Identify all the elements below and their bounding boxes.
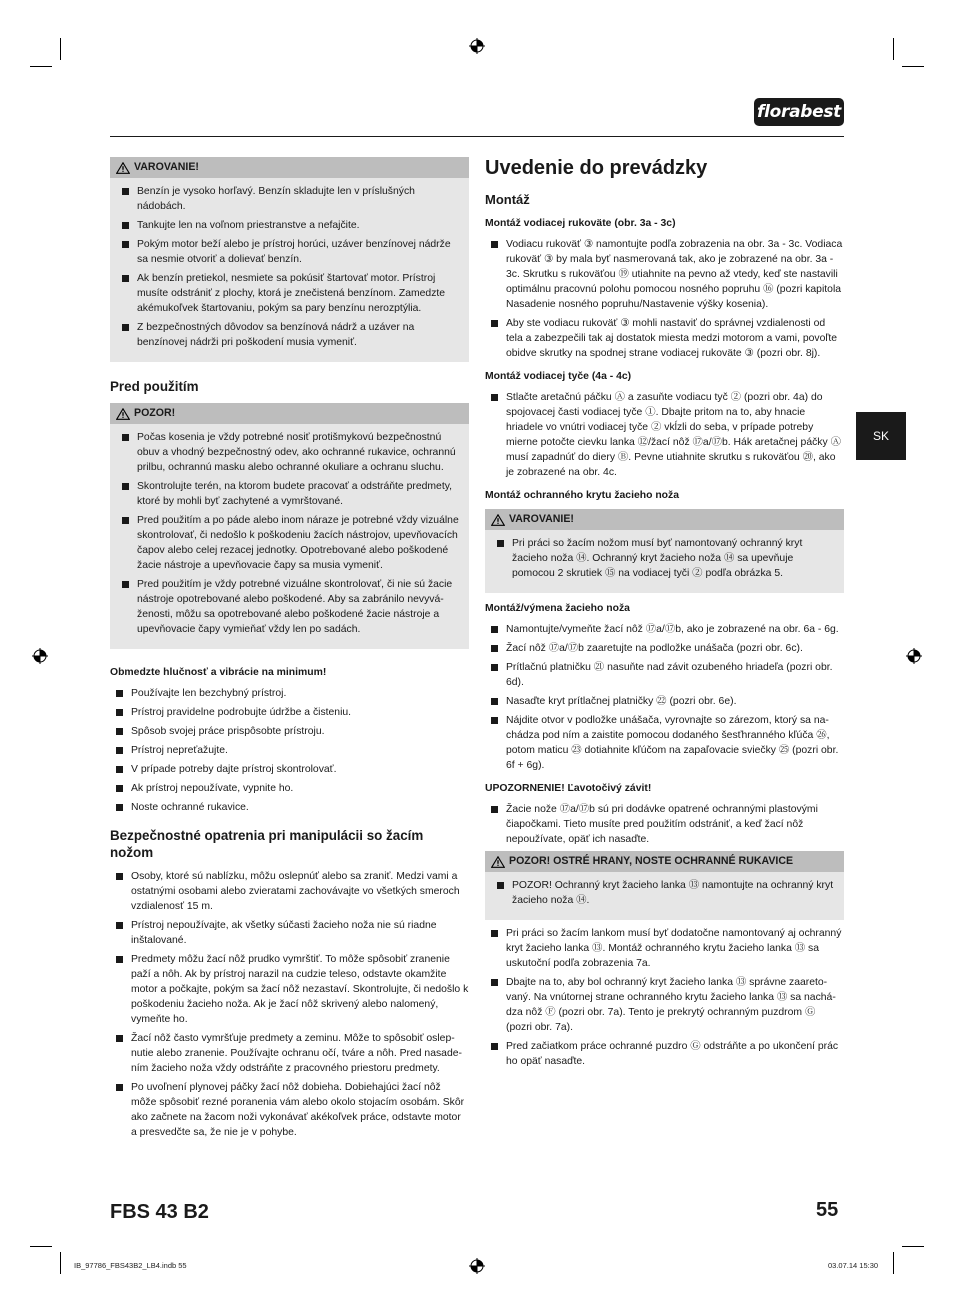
warning-triangle-icon: [116, 162, 130, 174]
registration-mark-icon: [32, 648, 48, 664]
list-item: V prípade potreby dajte prístroj skontrolovať.: [110, 762, 469, 777]
list-item: Ak benzín pretiekol, nesmiete sa pokúsiť štartovať motor. Prístroj musíte odstrániť z plochy, ktorá je znečistená benzínom. Zamedzte akémukoľvek štartovaniu, pokým sa pary benzínu nerozptýlia.: [116, 271, 461, 316]
shaft-assembly-list: [485, 390, 844, 480]
page-number: 55: [816, 1199, 839, 1221]
list-item: Pred použitím a po páde alebo inom náraze je potrebné vždy vizuálne skontrolovať, či nedošlo k poškodeniu žacích nástrojov, upevňovacích čapov alebo celej rezacej jednotky. Opotrebované alebo poškodené žacie nástroje a upevňovacie čapy sa musia vymeniť.: [116, 513, 461, 573]
list-item: Dbajte na to, aby bol ochranný kryt žacieho lanka ⑬ správne zaareto-vaný. Na vnútornej strane ochranného krytu žacieho lanka ⑬ sa nachá-dza nôž Ⓕ (pozri obr. 7a). Tento je prekrytý ochranným puzdrom Ⓖ (pozri obr. 7a).: [485, 975, 844, 1035]
list-item: Žací nôž ⑰a/⑰b zaaretujte na podložke unášača (pozri obr. 6c).: [485, 641, 844, 656]
list-item: Stlačte aretačnú páčku Ⓐ a zasuňte vodiacu tyč ② (pozri obr. 4a) do spojovacej časti vodiacej tyče ①. Dbajte pritom na to, aby hnacie hriadele vo vnútri vodiacej tyče ② vkĺzli do seba, v prípade potreby mierne potočte cievku lanka ⑫/žací nôž ⑰a/⑰b. Hák aretačnej páčky Ⓐ musí zapadnúť do diery Ⓑ. Pevne utiahnite skrutku s rukoväťou ⑳, ako je zobrazené na obr. 4c.: [485, 390, 844, 480]
list-item: Prístroj nepreťažujte.: [110, 743, 469, 758]
caution-title: POZOR! OSTRÉ HRANY, NOSTE OCHRANNÉ RUKAVICE: [509, 855, 794, 867]
warning-list: [116, 184, 461, 350]
warning-triangle-icon: [491, 856, 505, 868]
crop-mark: [902, 66, 924, 67]
caution-list: [491, 878, 836, 908]
list-item: Predmety môžu žací nôž prudko vymrštiť. To môže spôsobiť zranenie paží a nôh. Ak by prístroj narazil na cudzie teleso, odstavte okamžite motor a počkajte, pokým sa žací nôž nezastaví. Skontrolujte, či nedošlo k poškodeniu žacieho noža. Ak je žací nôž skrivený alebo nalomený, vymeňte ho.: [110, 952, 469, 1027]
page-title: Uvedenie do prevádzky: [485, 157, 708, 179]
caution-box: [485, 851, 844, 920]
line-guard-list: [485, 926, 844, 1069]
section-heading: Bezpečnostné opatrenia pri manipulácii so žacím nožom: [110, 828, 424, 860]
list-item: Po uvoľnení plynovej páčky žací nôž dobieha. Dobiehajúci žací nôž môže spôsobiť rezné poranenia vám alebo okolo stojacím osobám. Skôr ako začnete na žacom noži vykonávať akékoľvek práce, odstavte motor a presvedčte sa, že nie je v pohybe.: [110, 1080, 469, 1140]
crop-mark: [30, 66, 52, 67]
subheading: Montáž vodiacej rukoväte (obr. 3a - 3c): [485, 218, 676, 229]
list-item: Prítlačnú platničku ㉑ nasuňte nad závit ozubeného hriadeľa (pozri obr. 6d).: [485, 660, 844, 690]
registration-mark-icon: [469, 38, 485, 54]
list-item: Z bezpečnostných dôvodov sa benzínová nádrž a uzáver na benzínovej nádrži pri poškodení musia vymeniť.: [116, 320, 461, 350]
warning-box: [485, 509, 844, 593]
list-item: Pred začiatkom práce ochranné puzdro Ⓖ odstráňte a po ukončení prác ho opäť nasaďte.: [485, 1039, 844, 1069]
list-item: Pri práci so žacím nožom musí byť namontovaný ochranný kryt žacieho noža ⑭. Ochranný kryt žacieho noža ⑭ sa upevňuje pomocou 2 skrutiek ⑮ na vodiacej tyči ② podľa obrázka 5.: [491, 536, 836, 581]
brand-logo: florabest: [754, 98, 844, 126]
list-item: Pri práci so žacím lankom musí byť dodatočne namontovaný aj ochranný kryt žacieho lanka ⑬. Montáž ochranného krytu žacieho lanka ⑬ sa uskutoční podľa zobrazenia 7a.: [485, 926, 844, 971]
list-item: Aby ste vodiacu rukoväť ③ mohli nastaviť do správnej vzdialenosti od tela a zabezpečili tak aj dostatok miesta medzi motorom a vami, povoľte obidve skrutky na spodnej strane vodiacej rukoväte ③ (pozri obr. 8j).: [485, 316, 844, 361]
model-name: FBS 43 B2: [110, 1201, 209, 1223]
subheading: Montáž ochranného krytu žacieho noža: [485, 490, 679, 501]
list-item: Prístroj nepoužívajte, ak všetky súčasti žacieho noža nie sú riadne inštalované.: [110, 918, 469, 948]
list-item: Nasaďte kryt prítlačnej platničky ㉒ (pozri obr. 6e).: [485, 694, 844, 709]
blade-safety-list: [110, 869, 469, 1140]
list-item: Tankujte len na voľnom priestranstve a nefajčite.: [116, 218, 461, 233]
left-column: [110, 157, 469, 1144]
blade-replacement-list: [485, 622, 844, 773]
registration-mark-icon: [469, 1258, 485, 1274]
list-item: Žacie nože ⑰a/⑰b sú pri dodávke opatrené ochrannými plastovými čiapočkami. Tieto musíte pred použitím odstrániť, a keď žací nôž nepoužívate, opäť ich nasaďte.: [485, 802, 844, 847]
crop-mark: [60, 38, 61, 60]
left-thread-list: [485, 802, 844, 847]
language-tab: SK: [856, 412, 906, 460]
list-item: Používajte len bezchybný prístroj.: [110, 686, 469, 701]
list-item: Spôsob svojej práce prispôsobte prístroju.: [110, 724, 469, 739]
registration-mark-icon: [906, 648, 922, 664]
list-item: Pokým motor beží alebo je prístroj horúci, uzáver benzínovej nádrže sa nesmie otvoriť a dolievať benzín.: [116, 237, 461, 267]
crop-mark: [30, 1246, 52, 1247]
list-item: Skontrolujte terén, na ktorom budete pracovať a odstráňte predmety, ktoré by mohli byť zachytené a vymrštované.: [116, 479, 461, 509]
list-item: Noste ochranné rukavice.: [110, 800, 469, 815]
subheading: UPOZORNENIE! Ľavotočivý závit!: [485, 783, 652, 794]
list-item: POZOR! Ochranný kryt žacieho lanka ⑬ namontujte na ochranný kryt žacieho noža ⑭.: [491, 878, 836, 908]
list-item: Nájdite otvor v podložke unášača, vyrovnajte so zárezom, ktorý sa na-chádza pod ním a zaistite pomocou dodaného šesťhranného kľúča ㉖, potom maticu ㉓ dotiahnite kľúčom na zapaľovacie sviečky ㉕ (pozri obr. 6f + 6g).: [485, 713, 844, 773]
list-item: Pred použitím je vždy potrebné vizuálne skontrolovať, či nie sú žacie nástroje opotrebované alebo poškodené. Aby sa zabránilo nevyvá-ženosti, môžu sa opotrebované alebo poškodené žacie nástroje a upevňovacie čapy vymieňať vždy len po sadách.: [116, 577, 461, 637]
warning-triangle-icon: [116, 408, 130, 420]
crop-mark: [902, 1246, 924, 1247]
subheading: Montáž vodiacej tyče (4a - 4c): [485, 371, 632, 382]
noise-list: [110, 686, 469, 815]
warning-box: [110, 157, 469, 362]
caution-title: POZOR!: [134, 407, 176, 419]
caution-list: [116, 430, 461, 637]
print-date: 03.07.14 15:30: [828, 1261, 879, 1270]
list-item: Počas kosenia je vždy potrebné nosiť protišmykovú bezpečnostnú obuv a vhodný bezpečnostný odev, ako ochranné rukavice, ochrannú prilbu, ochrannú masku alebo ochranné okuliare a ochranu sluchu.: [116, 430, 461, 475]
print-file-info: IB_97786_FBS43B2_LB4.indb 55: [74, 1261, 187, 1270]
list-item: Benzín je vysoko horľavý. Benzín skladujte len v príslušných nádobách.: [116, 184, 461, 214]
section-heading: Montáž: [485, 192, 530, 207]
list-item: Vodiacu rukoväť ③ namontujte podľa zobrazenia na obr. 3a - 3c. Vodiaca rukoväť ③ by mala byť nasmerovaná tak, ako je zobrazené na obr. 3a - 3c. Skrutku s rukoväťou ⑲ utiahnite na pevno až vtedy, keď ste nastavili optimálnu pracovnú polohu pomocou nosného popruhu ⑯ (pozri kapitola Nasadenie nosného popruhu/Nastavenie výšky kosenia).: [485, 237, 844, 312]
subheading: Montáž/výmena žacieho noža: [485, 603, 630, 614]
crop-mark: [893, 1252, 894, 1274]
warning-list: [491, 536, 836, 581]
crop-mark: [893, 38, 894, 60]
handle-assembly-list: [485, 237, 844, 361]
crop-mark: [60, 1252, 61, 1274]
section-heading: Pred použitím: [110, 379, 199, 394]
header-rule: [110, 136, 844, 137]
list-item: Žací nôž často vymršťuje predmety a zeminu. Môže to spôsobiť oslep-nutie alebo zranenie. Používajte ochranu očí, tváre a nôh. Pred nasade-ním žacieho noža vždy odstráňte z pracovného priestoru predmety.: [110, 1031, 469, 1076]
warning-triangle-icon: [491, 514, 505, 526]
caution-box: [110, 403, 469, 649]
right-column: [485, 157, 844, 1073]
list-item: Namontujte/vymeňte žací nôž ⑰a/⑰b, ako je zobrazené na obr. 6a - 6g.: [485, 622, 844, 637]
warning-title: VAROVANIE!: [134, 161, 199, 173]
list-item: Osoby, ktoré sú nablízku, môžu oslepnúť alebo sa zraniť. Medzi vami a ostatnými osobami alebo zvieratami zachovávajte vo všetkých smeroch vzdialenosť 15 m.: [110, 869, 469, 914]
list-item: Prístroj pravidelne podrobujte údržbe a čisteniu.: [110, 705, 469, 720]
list-item: Ak prístroj nepoužívate, vypnite ho.: [110, 781, 469, 796]
warning-title: VAROVANIE!: [509, 513, 574, 525]
subheading: Obmedzte hlučnosť a vibrácie na minimum!: [110, 667, 327, 678]
